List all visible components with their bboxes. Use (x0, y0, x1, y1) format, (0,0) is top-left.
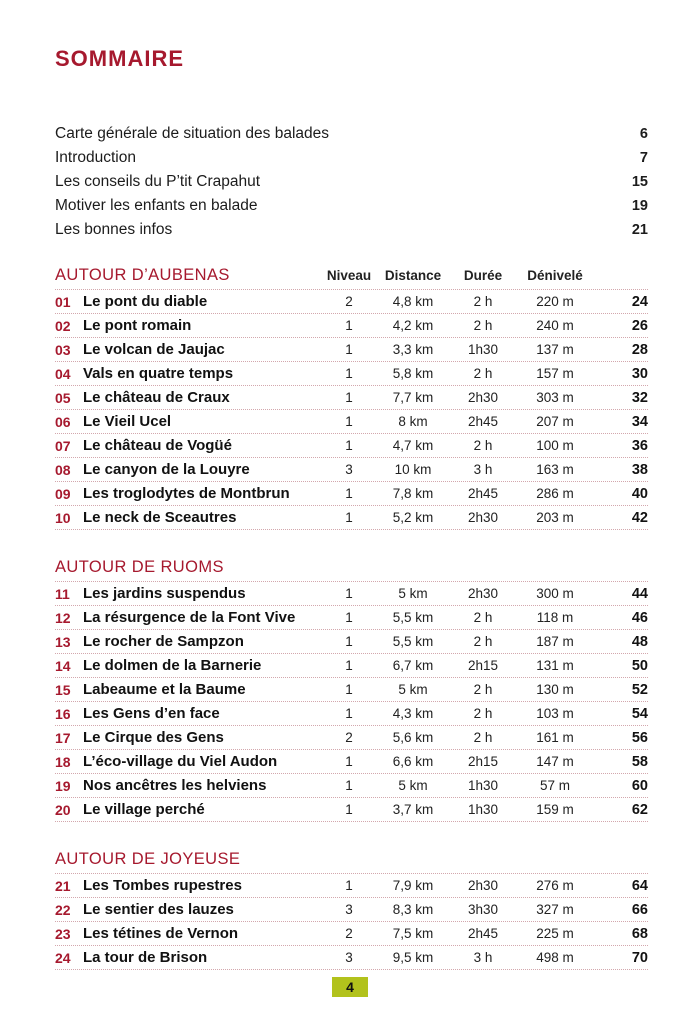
walk-duree: 1h30 (467, 342, 499, 357)
walk-distance: 4,8 km (392, 294, 434, 309)
walk-distance: 6,6 km (392, 754, 434, 769)
walk-niveau: 1 (345, 342, 353, 357)
walk-denivele: 286 m (536, 486, 574, 501)
walk-denivele: 240 m (536, 318, 574, 333)
walk-number: 06 (55, 413, 71, 430)
walk-page: 50 (631, 657, 648, 674)
walk-duree: 2 h (473, 438, 493, 453)
walk-duree: 2h45 (467, 414, 499, 429)
walk-page: 46 (631, 609, 648, 626)
walk-page: 52 (631, 681, 648, 698)
intro-list (55, 122, 648, 242)
walk-denivele: 118 m (536, 610, 574, 625)
toc-row (55, 458, 648, 482)
toc-row (55, 702, 648, 726)
walk-title: Nos ancêtres les helviens (83, 777, 267, 794)
walk-denivele: 220 m (536, 294, 574, 309)
walk-duree: 3 h (473, 950, 493, 965)
walk-duree: 2 h (473, 610, 493, 625)
walk-duree: 2 h (473, 730, 493, 745)
toc-row (55, 410, 648, 434)
section-title: AUTOUR DE JOYEUSE (55, 850, 241, 868)
walk-denivele: 327 m (536, 902, 574, 917)
walk-denivele: 303 m (536, 390, 574, 405)
toc-intro-item (55, 170, 648, 194)
walk-duree: 2 h (473, 366, 493, 381)
column-header-denivele: Dénivelé (527, 268, 583, 283)
walk-denivele: 300 m (536, 586, 574, 601)
walk-denivele: 57 m (539, 778, 570, 793)
walk-page: 68 (631, 925, 648, 942)
walk-duree: 2 h (473, 682, 493, 697)
toc-row (55, 874, 648, 898)
toc-intro-item (55, 218, 648, 242)
toc-intro-page: 6 (639, 126, 648, 142)
walk-number: 11 (55, 585, 70, 602)
toc-row (55, 678, 648, 702)
walk-number: 10 (55, 509, 71, 526)
walk-denivele: 137 m (536, 342, 574, 357)
walk-duree: 2h15 (467, 658, 499, 673)
toc-intro-page: 21 (631, 222, 648, 238)
walk-denivele: 100 m (536, 438, 574, 453)
walk-title: Le sentier des lauzes (83, 901, 234, 918)
section-rows (55, 290, 648, 530)
walk-title: Le pont du diable (83, 293, 208, 310)
walk-number: 21 (55, 877, 71, 894)
toc-row (55, 482, 648, 506)
walk-niveau: 1 (345, 510, 353, 525)
walk-title: Le rocher de Sampzon (83, 633, 244, 650)
walk-page: 56 (631, 729, 648, 746)
walk-niveau: 1 (345, 706, 353, 721)
toc-row (55, 314, 648, 338)
walk-niveau: 1 (345, 878, 353, 893)
walk-title: Les troglodytes de Montbrun (83, 485, 290, 502)
walk-number: 14 (55, 657, 71, 674)
walk-page: 60 (631, 777, 648, 794)
walk-duree: 2h45 (467, 926, 499, 941)
walk-number: 09 (55, 485, 71, 502)
toc-intro-item (55, 122, 648, 146)
toc-intro-label: Motiver les enfants en balade (55, 197, 258, 214)
toc-intro-page: 7 (639, 150, 648, 166)
walk-number: 23 (55, 925, 71, 942)
walk-denivele: 498 m (536, 950, 574, 965)
walk-number: 22 (55, 901, 71, 918)
toc-section (55, 262, 648, 530)
walk-title: Le neck de Sceautres (83, 509, 237, 526)
walk-distance: 9,5 km (392, 950, 434, 965)
walk-number: 24 (55, 949, 71, 966)
walk-distance: 4,2 km (392, 318, 434, 333)
walk-distance: 3,3 km (392, 342, 434, 357)
column-header-niveau: Niveau (326, 268, 372, 283)
walk-distance: 5,2 km (392, 510, 434, 525)
walk-duree: 2h45 (467, 486, 499, 501)
walk-denivele: 161 m (536, 730, 574, 745)
walk-niveau: 1 (345, 438, 353, 453)
walk-denivele: 187 m (536, 634, 574, 649)
walk-niveau: 1 (345, 802, 353, 817)
walk-title: Le Vieil Ucel (83, 413, 172, 430)
walk-niveau: 2 (345, 926, 353, 941)
walk-denivele: 131 m (536, 658, 574, 673)
walk-number: 15 (55, 681, 71, 698)
walk-page: 58 (631, 753, 648, 770)
walk-number: 02 (55, 317, 71, 334)
toc-row (55, 630, 648, 654)
walk-distance: 5 km (398, 778, 428, 793)
walk-denivele: 147 m (536, 754, 574, 769)
walk-distance: 3,7 km (392, 802, 434, 817)
walk-title: Le pont romain (83, 317, 192, 334)
walk-distance: 5 km (398, 682, 428, 697)
walk-title: Les Tombes rupestres (83, 877, 242, 894)
walk-niveau: 1 (345, 486, 353, 501)
page-footer (0, 977, 700, 997)
page-title: SOMMAIRE (55, 46, 184, 71)
walk-niveau: 1 (345, 318, 353, 333)
walk-duree: 3h30 (467, 902, 499, 917)
walk-distance: 7,5 km (392, 926, 434, 941)
walk-number: 17 (55, 729, 71, 746)
walk-title: Le dolmen de la Barnerie (83, 657, 262, 674)
walk-title: Le volcan de Jaujac (83, 341, 225, 358)
walk-number: 16 (55, 705, 71, 722)
walk-page: 66 (631, 901, 648, 918)
section-rows (55, 874, 648, 970)
walk-title: Vals en quatre temps (83, 365, 234, 382)
walk-page: 54 (631, 705, 648, 722)
walk-denivele: 203 m (536, 510, 574, 525)
toc-row (55, 290, 648, 314)
walk-distance: 7,8 km (392, 486, 434, 501)
walk-distance: 7,9 km (392, 878, 434, 893)
walk-page: 32 (631, 389, 648, 406)
walk-number: 18 (55, 753, 71, 770)
toc-section (55, 846, 648, 970)
walk-duree: 3 h (473, 462, 493, 477)
walk-denivele: 163 m (536, 462, 574, 477)
walk-denivele: 276 m (536, 878, 574, 893)
walk-number: 13 (55, 633, 71, 650)
walk-page: 26 (631, 317, 648, 334)
walk-title: Labeaume et la Baume (83, 681, 246, 698)
walk-niveau: 1 (345, 778, 353, 793)
walk-distance: 5 km (398, 586, 428, 601)
section-title: AUTOUR DE RUOMS (55, 558, 224, 576)
walk-niveau: 1 (345, 586, 353, 601)
walk-distance: 8 km (398, 414, 428, 429)
walk-number: 07 (55, 437, 71, 454)
walk-page: 42 (631, 509, 648, 526)
walk-number: 05 (55, 389, 71, 406)
walk-distance: 5,8 km (392, 366, 434, 381)
walk-title: L’éco-village du Viel Audon (83, 753, 278, 770)
toc-intro-item (55, 146, 648, 170)
walk-distance: 8,3 km (392, 902, 434, 917)
walk-niveau: 1 (345, 658, 353, 673)
walk-niveau: 1 (345, 390, 353, 405)
walk-page: 24 (631, 293, 648, 310)
section-header (55, 554, 648, 582)
walk-distance: 10 km (394, 462, 432, 477)
walk-title: Le château de Craux (83, 389, 230, 406)
walk-niveau: 1 (345, 610, 353, 625)
walk-page: 34 (631, 413, 648, 430)
walk-niveau: 3 (345, 462, 353, 477)
walk-duree: 2h30 (467, 510, 499, 525)
walk-page: 64 (631, 877, 648, 894)
section-title: AUTOUR D’AUBENAS (55, 266, 230, 284)
walk-title: La résurgence de la Font Vive (83, 609, 296, 626)
walk-duree: 2 h (473, 706, 493, 721)
walk-denivele: 157 m (536, 366, 574, 381)
toc-intro-label: Carte générale de situation des balades (55, 125, 330, 142)
walk-duree: 2h30 (467, 586, 499, 601)
walk-niveau: 1 (345, 366, 353, 381)
walk-duree: 2h30 (467, 390, 499, 405)
walk-denivele: 207 m (536, 414, 574, 429)
toc-intro-page: 19 (631, 198, 648, 214)
walk-title: Les tétines de Vernon (83, 925, 239, 942)
walk-distance: 4,7 km (392, 438, 434, 453)
walk-niveau: 3 (345, 950, 353, 965)
walk-title: Les jardins suspendus (83, 585, 246, 602)
walk-number: 03 (55, 341, 71, 358)
toc-row (55, 338, 648, 362)
walk-title: La tour de Brison (83, 949, 208, 966)
section-rows (55, 582, 648, 822)
walk-distance: 4,3 km (392, 706, 434, 721)
walk-distance: 6,7 km (392, 658, 434, 673)
walk-distance: 5,5 km (392, 634, 434, 649)
toc-row (55, 798, 648, 822)
toc-row (55, 654, 648, 678)
walk-denivele: 225 m (536, 926, 574, 941)
walk-niveau: 1 (345, 682, 353, 697)
column-header-distance: Distance (384, 268, 442, 283)
walk-niveau: 1 (345, 634, 353, 649)
section-header (55, 262, 648, 290)
toc-row (55, 606, 648, 630)
walk-title: Le village perché (83, 801, 205, 818)
walk-niveau: 2 (345, 294, 353, 309)
walk-number: 12 (55, 609, 71, 626)
walk-niveau: 1 (345, 414, 353, 429)
walk-title: Le Cirque des Gens (83, 729, 224, 746)
walk-title: Le canyon de la Louyre (83, 461, 250, 478)
toc-row (55, 362, 648, 386)
walk-number: 19 (55, 777, 71, 794)
walk-number: 04 (55, 365, 71, 382)
toc-intro-item (55, 194, 648, 218)
walk-niveau: 1 (345, 754, 353, 769)
walk-page: 30 (631, 365, 648, 382)
sections (55, 262, 648, 970)
walk-title: Les Gens d’en face (83, 705, 220, 722)
walk-page: 28 (631, 341, 648, 358)
walk-page: 38 (631, 461, 648, 478)
toc-row (55, 946, 648, 970)
section-header (55, 846, 648, 874)
walk-number: 08 (55, 461, 71, 478)
walk-duree: 2h30 (467, 878, 499, 893)
walk-duree: 2 h (473, 634, 493, 649)
walk-denivele: 159 m (536, 802, 574, 817)
walk-duree: 1h30 (467, 778, 499, 793)
column-header-duree: Durée (463, 268, 503, 283)
walk-page: 40 (631, 485, 648, 502)
toc-intro-label: Les bonnes infos (55, 221, 173, 238)
walk-distance: 5,6 km (392, 730, 434, 745)
page-number-badge: 4 (332, 977, 368, 997)
walk-title: Le château de Vogüé (83, 437, 232, 454)
walk-page: 44 (631, 585, 648, 602)
toc-intro-label: Les conseils du P’tit Crapahut (55, 173, 261, 190)
walk-page: 62 (631, 801, 648, 818)
toc-row (55, 750, 648, 774)
toc-intro-page: 15 (631, 174, 648, 190)
walk-niveau: 3 (345, 902, 353, 917)
walk-page: 48 (631, 633, 648, 650)
toc-intro-label: Introduction (55, 149, 136, 166)
toc-row (55, 922, 648, 946)
walk-denivele: 130 m (536, 682, 574, 697)
toc-section (55, 554, 648, 822)
toc-row (55, 386, 648, 410)
toc-row (55, 506, 648, 530)
walk-duree: 2h15 (467, 754, 499, 769)
walk-number: 20 (55, 801, 71, 818)
walk-niveau: 2 (345, 730, 353, 745)
walk-number: 01 (55, 293, 71, 310)
toc-row (55, 898, 648, 922)
walk-duree: 2 h (473, 318, 493, 333)
walk-page: 70 (631, 949, 648, 966)
toc-row (55, 774, 648, 798)
walk-duree: 2 h (473, 294, 493, 309)
walk-distance: 5,5 km (392, 610, 434, 625)
walk-denivele: 103 m (536, 706, 574, 721)
toc-row (55, 434, 648, 458)
walk-distance: 7,7 km (392, 390, 434, 405)
toc-row (55, 582, 648, 606)
walk-page: 36 (631, 437, 648, 454)
walk-duree: 1h30 (467, 802, 499, 817)
toc-row (55, 726, 648, 750)
